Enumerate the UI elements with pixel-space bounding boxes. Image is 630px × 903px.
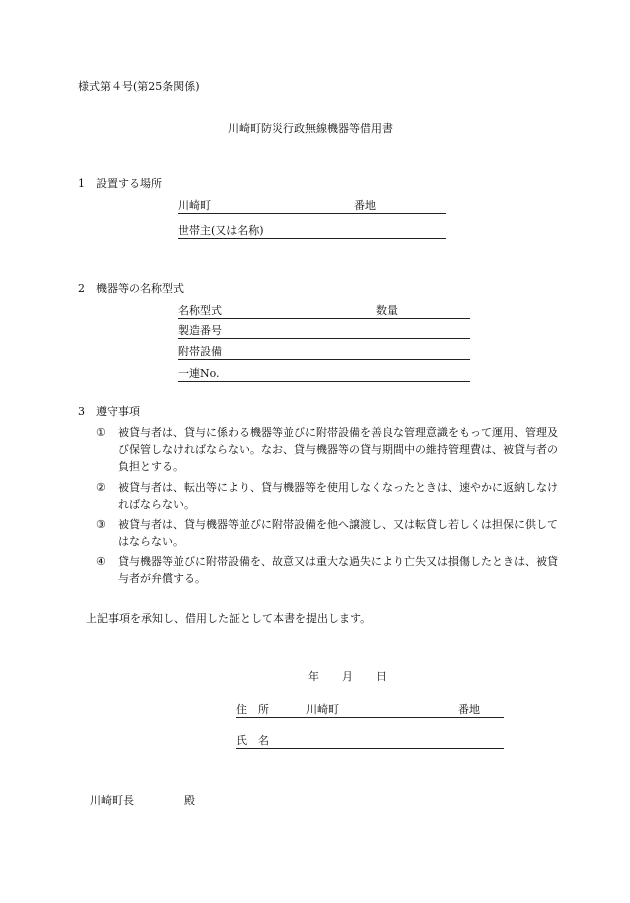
rule-number: ③ [96,518,106,531]
form-number: 様式第４号(第25条関係) [78,80,200,93]
accessories-line [178,345,470,360]
householder-line [178,224,446,239]
serial-label: 製造番号 [178,324,222,337]
rule-number: ② [96,481,106,494]
location-line [178,199,446,214]
rule-text: 貸与機器等並びに附帯設備を、故意又は重大な過失により亡失又は損傷したときは、被貸与者が弁償する。 [118,555,558,585]
householder-label: 世帯主(又は名称) [178,224,264,237]
address-town: 川崎町 [306,703,339,716]
section3-heading: 3 遵守事項 [78,405,140,418]
series-no-line [178,367,470,382]
rule-item-2 [96,479,566,513]
rule-item-4 [96,553,566,587]
name-model-line [178,304,470,319]
addressee-honorific: 殿 [184,794,195,807]
address-label: 住 所 [236,703,269,716]
name-label: 氏 名 [236,734,269,747]
rule-item-3 [96,516,566,550]
rule-text: 被貸与者は、転出等により、貸与機器等を使用しなくなったときは、速やかに返納しなければならない。 [118,481,558,511]
address-banchi: 番地 [458,703,480,716]
location-town: 川崎町 [178,199,211,212]
date-month: 月 [342,670,353,683]
document-title: 川崎町防災行政無線機器等借用書 [228,122,393,135]
rule-number: ① [96,426,106,439]
date-year: 年 [308,670,319,683]
serial-line [178,324,470,339]
applicant-name-line [236,734,504,749]
section2-heading: 2 機器等の名称型式 [78,282,184,295]
applicant-address-line [236,703,504,718]
series-no-label: 一連No. [178,367,220,380]
name-model-label: 名称型式 [178,304,222,317]
addressee-title: 川崎町長 [90,794,134,807]
rule-number: ④ [96,555,106,568]
rule-item-1 [96,424,566,475]
location-banchi: 番地 [354,199,376,212]
accessories-label: 附帯設備 [178,345,222,358]
rule-text: 被貸与者は、貸与に係わる機器等並びに附帯設備を善良な管理意識をもって運用、管理及び保管しなければならない。なお、貸与機器等の貸与期間中の維持管理費は、被貸与者の負担とする。 [118,426,558,473]
rule-text: 被貸与者は、貸与機器等並びに附帯設備を他へ譲渡し、又は転貸し若しくは担保に供してはならない。 [118,518,558,548]
date-day: 日 [376,670,387,683]
section1-heading: 1 設置する場所 [78,177,162,190]
statement-text: 上記事項を承知し、借用した証として本書を提出します。 [86,612,372,625]
quantity-label: 数量 [376,304,398,317]
